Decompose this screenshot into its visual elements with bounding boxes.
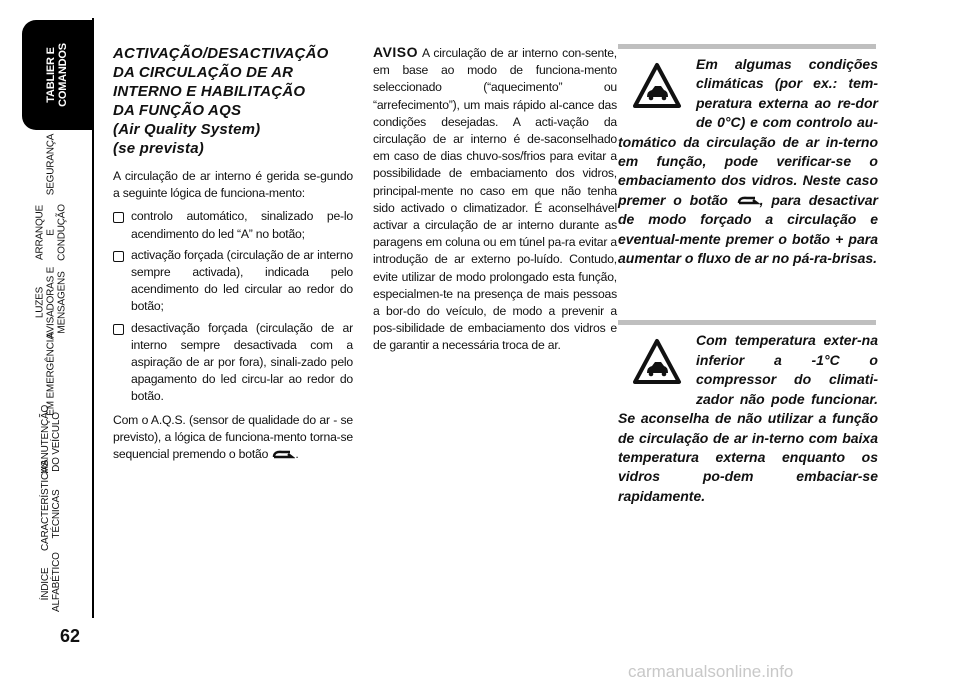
tab-caracteristicas-tecnicas[interactable] bbox=[10, 460, 92, 554]
heading-line: DA CIRCULAÇÃO DE AR bbox=[113, 64, 294, 81]
tab-label: CARACTERÍSTICAS TÉCNICAS bbox=[40, 460, 62, 551]
tab-indice-alfabetico[interactable] bbox=[10, 548, 92, 620]
tab-luzes-avisadoras[interactable] bbox=[10, 262, 92, 342]
tab-arranque-conducao[interactable] bbox=[10, 196, 92, 268]
tab-label: EM EMERGÊNCIA bbox=[45, 332, 57, 416]
warning-triangle-icon bbox=[630, 59, 684, 113]
heading-line: INTERNO E HABILITAÇÃO bbox=[113, 83, 306, 100]
column-warnings bbox=[618, 44, 878, 506]
tab-em-emergencia[interactable] bbox=[10, 332, 92, 416]
aviso-label: AVISO bbox=[373, 44, 419, 60]
column-main bbox=[113, 44, 353, 463]
checkbox-bullet-icon bbox=[113, 324, 124, 335]
warning-text-part: , para desactivar de modo forçado a circulação e eventual-mente premer o botão + para aumentar o fluxo de ar no pá-ra-brisas. bbox=[618, 191, 878, 267]
aqs-text-end: . bbox=[295, 447, 299, 462]
aviso-text: A circulação de ar interno con-sente, em base ao modo de funciona-mento seleccionado (“aquecimento” ou “arrefecimento”), um mais rápido al-cance das condições desejadas. A acti-vação da circulação de ar interno é de-saconselhado em caso de dias chuvo-sos/frios para evitar a possibilidade de embaciamento dos vidros, principal-mente no caso em que não tenha sido activado o climatizador. É aconselhável activar a circulação de ar interno durante as paragens em coluna ou em túnel pa-ra evitar a introdução de ar externo po-luído. Contudo, evite utilizar de modo prolongado esta função, especialmen-te na presença de mais pessoas a bor-do do veículo, de modo a prevenir a pos-sibilidade de embaciamento dos vidros e de garantir a necessária troca de ar. bbox=[373, 46, 617, 353]
warning-bar bbox=[618, 44, 876, 49]
list-item-text: desactivação forçada (circulação de ar interno sempre desactivada com a aspiração de ar por fora), sinali-zado pelo apagamento do led circu-lar ao redor do botão. bbox=[131, 320, 353, 404]
sidebar-tabs bbox=[0, 0, 96, 692]
list-item-text: controlo automático, sinalizado pe-lo acendimento do led “A” no botão; bbox=[131, 209, 353, 241]
tab-seguranca[interactable] bbox=[10, 128, 92, 200]
section-heading bbox=[113, 44, 353, 158]
list-item bbox=[113, 247, 353, 316]
sidebar-rule bbox=[92, 18, 94, 618]
warning-bar bbox=[618, 320, 876, 325]
warning-text-part: Em algumas condições climáticas (por ex.: tem-peratura externa ao re-dor de 0°C) e com controlo au-tomático da circulação de ar in-terno em função, pode verificar-se o embaciamento dos vidros. Neste caso premer o botão bbox=[618, 56, 878, 208]
list-item-text: activação forçada (circulação de ar interno sempre activada), indicada pelo acendimento do led circular ao redor do botão; bbox=[131, 247, 353, 314]
tab-label: LUZES AVISADORAS E MENSAGENS bbox=[34, 266, 68, 338]
recirculation-icon bbox=[736, 196, 760, 206]
heading-line: (se prevista) bbox=[113, 140, 204, 157]
aqs-paragraph bbox=[113, 412, 353, 464]
watermark: carmanualsonline.info bbox=[628, 662, 794, 681]
warning-text: Com temperatura exter-na inferior a -1°C o compressor do climati-zador não pode funcionar. Se aconselha de não utilizar a função de circulação de ar in-terno com baixa temperatura externa enquanto os vidros po-dem embaciar-se rapidamente. bbox=[618, 332, 878, 504]
tab-label: SEGURANÇA bbox=[45, 133, 57, 195]
tab-tablier-comandos[interactable] bbox=[22, 20, 92, 130]
intro-paragraph: A circulação de ar interno é gerida se-gundo a seguinte lógica de funciona-mento: bbox=[113, 169, 353, 201]
aviso-paragraph bbox=[373, 44, 617, 355]
aqs-text: Com o A.Q.S. (sensor de qualidade do ar - se previsto), a lógica de funciona-mento torna-se sequencial premendo o botão bbox=[113, 412, 353, 462]
checkbox-bullet-icon bbox=[113, 212, 124, 223]
column-aviso bbox=[373, 44, 617, 355]
checkbox-bullet-icon bbox=[113, 251, 124, 262]
recirculation-icon bbox=[271, 450, 295, 460]
list-item bbox=[113, 320, 353, 406]
tab-label: ÍNDICE ALFABÉTICO bbox=[40, 552, 62, 612]
heading-line: DA FUNÇÃO AQS bbox=[113, 102, 242, 119]
heading-line: (Air Quality System) bbox=[113, 121, 261, 138]
page-number: 62 bbox=[60, 626, 81, 646]
tab-label: TABLIER E COMANDOS bbox=[45, 43, 69, 107]
mode-list bbox=[113, 208, 353, 405]
tab-manutencao-veiculo[interactable] bbox=[10, 404, 92, 480]
warning-triangle-icon bbox=[630, 335, 684, 389]
tab-label: MANUTENÇÃO DO VEÍCULO bbox=[40, 404, 62, 474]
heading-line: ACTIVAÇÃO/DESACTIVAÇÃO bbox=[113, 45, 329, 62]
tab-label: ARRANQUE E CONDUÇÃO bbox=[34, 203, 68, 261]
warning-block-fogging bbox=[618, 44, 878, 268]
warning-block-compressor bbox=[618, 320, 878, 506]
list-item bbox=[113, 208, 353, 242]
